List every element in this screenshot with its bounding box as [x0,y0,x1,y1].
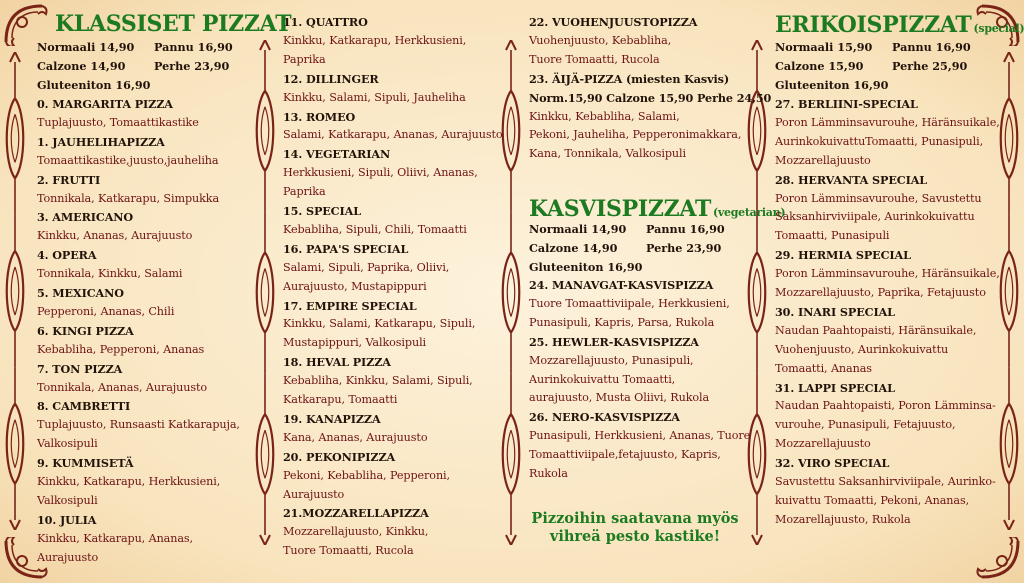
pizza-ingredients: Vuohenjuusto, Aurinkokuivattu [775,342,949,356]
price-left: Gluteeniton 16,90 [529,260,643,274]
pizza-ingredients: Herkkusieni, Sipuli, Oliivi, Ananas, [283,166,478,180]
pizza-ingredients: Poron Lämminsavurouhe, Häränsuikale, [775,267,1000,281]
pizza-ingredients: Mozzarellajuusto, Paprika, Fetajuusto [775,286,986,299]
klassiset-title: KLASSISET PIZZAT [55,11,292,37]
pizza-name: 13. ROMEO [283,109,356,124]
pizza-name: 3. AMERICANO [37,210,134,225]
pizza-name: 14. VEGETARIAN [283,147,391,162]
pizza-ingredients: Paprika [283,185,326,199]
pizza-ingredients: Tomaatti, Ananas [775,361,872,375]
corner-ornament-bottom-right [974,537,1022,581]
pizza-name: 21.MOZZARELLAPIZZA [283,506,429,521]
pizza-ingredients: Mozzarellajuusto, Kinkku, [283,525,429,539]
pizza-name: 24. MANAVGAT-KASVISPIZZA [529,278,714,292]
price-left: Gluteeniton 16,90 [775,78,889,92]
pizza-ingredients: Tuore Tomaatti, Rucola [529,52,660,66]
ornamental-divider-3 [746,40,768,545]
pizza-ingredients: Tonnikala, Katkarapu, Simpukka [37,191,220,205]
price-right: Perhe 23,90 [154,59,230,73]
price-left: Normaali 15,90 [775,40,873,54]
aija-price-line: Norm.15,90 Calzone 15,90 Perhe 24,50 [529,90,772,105]
pizza-ingredients: Kinkku, Ananas, Aurajuusto [37,229,193,243]
price-right: Pannu 16,90 [154,40,233,54]
pesto-note-line2: vihreä pesto kastike! [549,528,721,545]
pizza-ingredients: Pepperoni, Ananas, Chili [37,304,175,318]
pizza-name: 27. BERLIINI-SPECIAL [775,97,918,111]
ornamental-divider-2 [500,40,522,545]
pizza-ingredients: aurajuusto, Musta Oliivi, Rukola [529,391,710,405]
pizza-name: 12. DILLINGER [283,71,379,86]
pizza-ingredients: Saksanhirviviipale, Aurinkokuivattu [775,210,975,224]
pizza-ingredients: Kebabliha, Sipuli, Chili, Tomaatti [283,222,467,236]
pizza-name: 17. EMPIRE SPECIAL [283,298,417,313]
pizza-ingredients: Kana, Tonnikala, Valkosipuli [529,147,686,161]
ornamental-divider-left [4,52,26,530]
pizza-ingredients: Tomaattiviipale,fetajuusto, Kapris, [529,448,721,462]
pizza-ingredients: Kinkku, Katkarapu, Herkkusieni, [37,475,221,488]
pizza-ingredients: Mustapippuri, Valkosipuli [283,336,427,350]
price-right: Pannu 16,90 [892,40,971,54]
pizza-name: 32. VIRO SPECIAL [775,456,890,471]
pizza-ingredients: Rukola [529,467,568,480]
pizza-ingredients: Punasipuli, Kapris, Parsa, Rukola [529,315,715,329]
pizza-name: 7. TON PIZZA [37,361,123,376]
pizza-ingredients: Tuore Tomaattiviipale, Herkkusieni, [529,296,730,310]
price-left: Normaali 14,90 [529,222,627,236]
pizza-ingredients: Punasipuli, Herkkusieni, Ananas, Tuore [529,429,751,443]
pizza-name: 10. JULIA [37,512,97,527]
pizza-ingredients: AurinkokuivattuTomaatti, Punasipuli, [775,134,984,148]
pizza-ingredients: Kinkku, Salami, Katkarapu, Sipuli, [283,317,476,331]
pizza-ingredients: Tonnikala, Kinkku, Salami [37,267,183,281]
pizza-ingredients: Tomaatti, Punasipuli [775,229,890,243]
price-right: Perhe 25,90 [892,59,968,73]
pizza-ingredients: Kinkku, Katkarapu, Ananas, [37,531,194,545]
pizza-ingredients: Savustettu Saksanhirviviipale, Aurinko- [775,475,996,488]
pizza-ingredients: Vuohenjuusto, Kebabliha, [529,33,672,47]
pizza-ingredients: Valkosipuli [37,437,98,451]
pizza-name: 28. HERVANTA SPECIAL [775,172,928,187]
pizza-name: 4. OPERA [37,248,97,263]
pizza-name: 5. MEXICANO [37,286,124,300]
pizza-ingredients: Salami, Katkarapu, Ananas, Aurajuusto [283,128,503,142]
pizza-name: 30. INARI SPECIAL [775,304,895,319]
pizza-ingredients: Aurinkokuivattu Tomaatti, [529,372,676,386]
pizza-ingredients: Naudan Paahtopaisti, Poron Lämminsa- [775,399,996,413]
erikois-title: ERIKOISPIZZAT (special) [775,12,1024,38]
pizza-ingredients: Tonnikala, Ananas, Aurajuusto [37,380,208,394]
pizza-ingredients: vurouhe, Punasipuli, Fetajuusto, [775,418,956,432]
pizza-name: 16. PAPA'S SPECIAL [283,241,409,256]
price-right: Perhe 23,90 [646,241,722,255]
pizza-ingredients: Salami, Sipuli, Paprika, Oliivi, [283,260,450,274]
pizza-ingredients: Poron Lämminsavurouhe, Häränsuikale, [775,115,1000,129]
pizza-ingredients: Pekoni, Jauheliha, Pepperonimakkara, [529,128,742,142]
kasvis-title: KASVISPIZZAT (vegetarian) [529,196,786,222]
pizza-name: 8. CAMBRETTI [37,399,131,414]
pizza-ingredients: Kinkku, Kebabliha, Salami, [529,109,680,123]
pizza-name: 15. SPECIAL [283,204,361,218]
pizza-ingredients: Kana, Ananas, Aurajuusto [283,430,428,444]
pizza-ingredients: Aurajuusto [283,487,345,501]
ornamental-divider-right [998,52,1020,530]
pizza-name: 0. MARGARITA PIZZA [37,97,173,111]
pizza-ingredients: Katkarapu, Tomaatti [283,393,398,406]
pizza-ingredients: Tuore Tomaatti, Rucola [283,544,414,558]
pizza-name: 31. LAPPI SPECIAL [775,380,895,395]
pizza-ingredients: Kebabliha, Pepperoni, Ananas [37,342,205,356]
pizza-ingredients: Kinkku, Katkarapu, Herkkusieni, [283,33,467,47]
pizza-name: 18. HEVAL PIZZA [283,355,391,370]
pizza-ingredients: Paprika [283,52,326,66]
price-left: Calzone 15,90 [775,59,864,73]
pizza-ingredients: Kebabliha, Kinkku, Salami, Sipuli, [283,374,473,388]
pizza-ingredients: Mozarellajuusto, Rukola [775,512,911,526]
pizza-name: 19. KANAPIZZA [283,411,381,426]
pizza-ingredients: Poron Lämminsavurouhe, Savustettu [775,191,982,205]
pizza-name: 26. NERO-KASVISPIZZA [529,410,680,425]
price-left: Gluteeniton 16,90 [37,78,151,92]
pizza-ingredients: Tuplajuusto, Runsaasti Katkarapuja, [37,418,240,432]
pizza-ingredients: Tuplajuusto, Tomaattikastike [37,115,199,129]
pizza-ingredients: Tomaattikastike,juusto,jauheliha [37,153,219,167]
price-left: Calzone 14,90 [37,59,126,73]
pizza-ingredients: Aurajuusto, Mustapippuri [283,279,427,293]
pizza-ingredients: Mozzarellajuusto, Punasipuli, [529,353,694,367]
pizza-ingredients: Kinkku, Salami, Sipuli, Jauheliha [283,90,466,104]
pizza-ingredients: Mozzarellajuusto [775,153,871,167]
price-right: Pannu 16,90 [646,222,725,236]
pizza-ingredients: Mozzarellajuusto [775,437,871,451]
pizza-ingredients: Valkosipuli [37,493,98,507]
pizza-ingredients: Pekoni, Kebabliha, Pepperoni, [283,468,450,482]
pesto-note-line1: Pizzoihin saatavana myös [531,510,739,527]
price-left: Calzone 14,90 [529,241,618,255]
pizza-name: 23. ÄIJÄ-PIZZA (miesten Kasvis) [529,71,730,86]
pizza-name: 9. KUMMISETÄ [37,456,134,471]
pizza-name: 1. JAUHELIHAPIZZA [37,134,165,149]
pizza-name: 11. QUATTRO [283,15,368,29]
pizza-name: 22. VUOHENJUUSTOPIZZA [529,15,698,29]
pizza-name: 29. HERMIA SPECIAL [775,248,911,263]
pizza-ingredients: kuivattu Tomaatti, Pekoni, Ananas, [775,493,970,507]
pizza-name: 25. HEWLER-KASVISPIZZA [529,334,699,349]
price-left: Normaali 14,90 [37,40,135,54]
pizza-name: 20. PEKONIPIZZA [283,449,396,464]
pizza-ingredients: Naudan Paahtopaisti, Häränsuikale, [775,323,977,337]
pizza-ingredients: Aurajuusto [37,550,99,564]
pesto-note [529,510,741,546]
ornamental-divider-1 [254,40,276,545]
pizza-name: 2. FRUTTI [37,172,101,187]
pizza-name: 6. KINGI PIZZA [37,323,134,338]
